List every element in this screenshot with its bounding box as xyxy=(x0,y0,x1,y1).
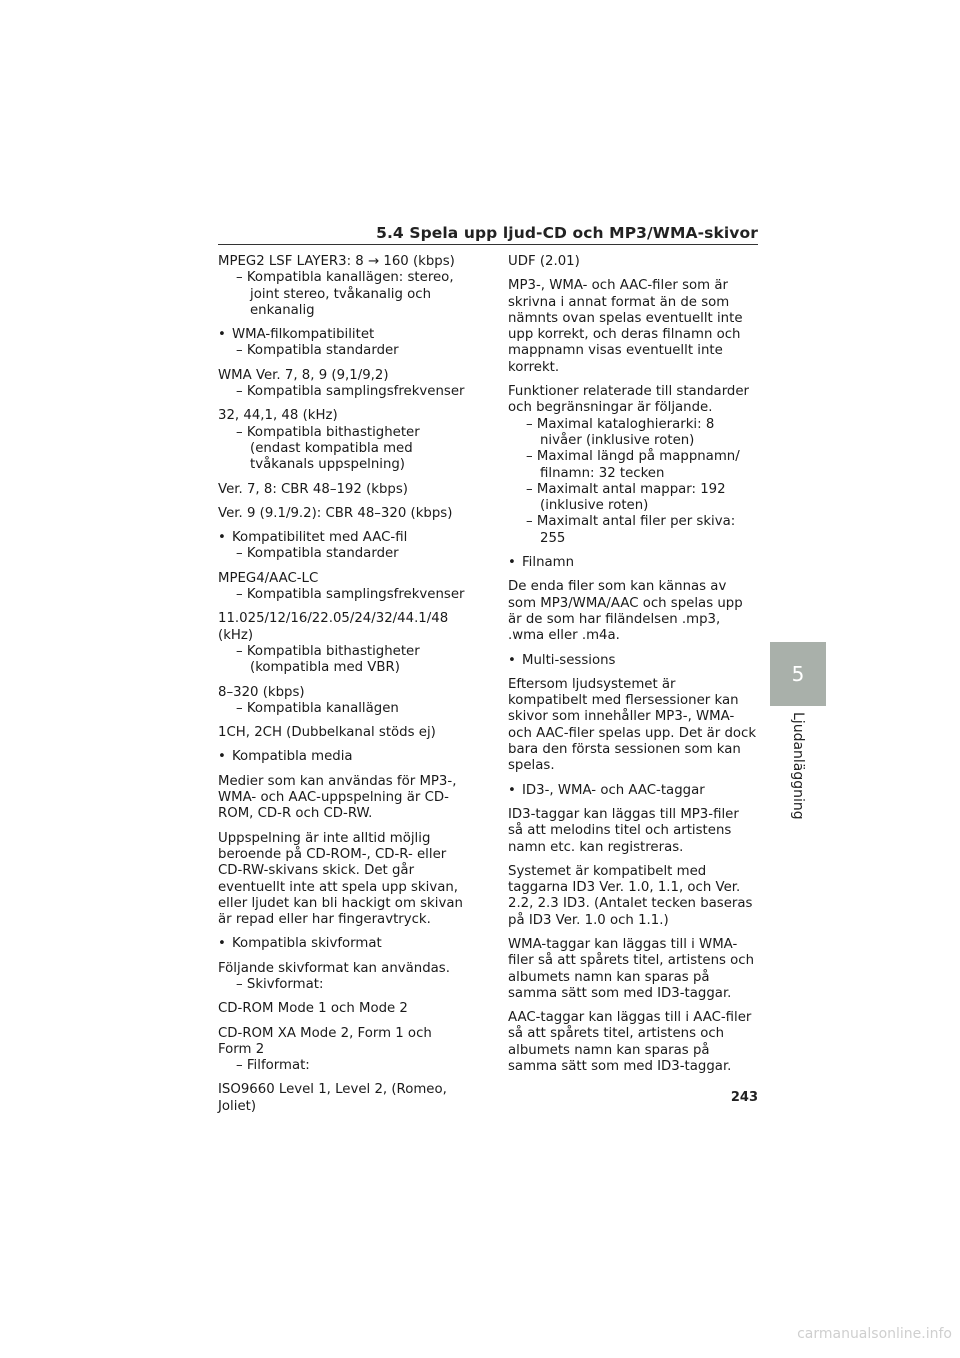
sub-item: – Kompatibla bithastigheter (endast kompatibla med tvåkanals uppspelning) xyxy=(236,424,420,473)
chapter-side-label xyxy=(770,712,826,822)
paragraph-text: 8–320 (kbps) xyxy=(218,684,305,700)
bullet-text: WMA-filkompatibilitet xyxy=(232,327,375,343)
paragraph xyxy=(218,571,468,612)
bullet-item xyxy=(218,327,468,368)
paragraph-text: CD-ROM XA Mode 2, Form 1 och Form 2 xyxy=(218,1025,432,1057)
paragraph-text: ID3-taggar kan läggas till MP3-filer så att melodins titel och artistens namn etc. kan registreras. xyxy=(508,806,739,855)
left-column xyxy=(218,254,468,1123)
sub-item: – Kompatibla standarder xyxy=(236,546,399,562)
bullet-item xyxy=(218,749,468,765)
paragraph-text: MP3-, WMA- och AAC-filer som är skrivna i annat format än de som nämnts ovan spelas eventuellt inte upp korrekt, och deras filnamn och mappnamn visas eventuellt inte korrekt. xyxy=(508,278,743,375)
chapter-number: 5 xyxy=(791,662,805,686)
paragraph xyxy=(508,807,758,856)
sub-item: – Maximalt antal mappar: 192 (inklusive roten) xyxy=(526,481,726,514)
paragraph xyxy=(218,254,468,327)
watermark: carmanualsonline.info xyxy=(797,1326,952,1342)
paragraph-text: MPEG2 LSF LAYER3: 8 → 160 (kbps) xyxy=(218,254,455,269)
bullet-icon: • xyxy=(218,530,226,546)
paragraph-text: AAC-taggar kan läggas till i AAC-filer så att spårets titel, artistens och albumets namn kan sparas på samma sätt som med ID3-taggar. xyxy=(508,1010,752,1075)
bullet-icon: • xyxy=(508,652,516,668)
paragraph xyxy=(218,408,468,481)
sub-item: – Kompatibla bithastigheter (kompatibla med VBR) xyxy=(236,643,420,676)
bullet-item xyxy=(218,936,468,952)
paragraph xyxy=(508,677,758,775)
chapter-tab xyxy=(770,642,826,706)
paragraph xyxy=(508,384,758,555)
paragraph-text: Systemet är kompatibelt med taggarna ID3 Ver. 1.0, 1.1, och Ver. 2.2, 2.3 ID3. (Antalet tecken baseras på ID3 Ver. 1.0 och 1.1.) xyxy=(508,863,753,928)
paragraph-text: WMA Ver. 7, 8, 9 (9,1/9,2) xyxy=(218,367,389,383)
page-number: 243 xyxy=(730,1090,758,1105)
paragraph-text: Funktioner relaterade till standarder och begränsningar är följande. xyxy=(508,384,750,416)
sub-item: – Skivformat: xyxy=(236,976,324,992)
bullet-icon: • xyxy=(508,782,516,798)
bullet-item xyxy=(508,783,758,799)
bullet-item xyxy=(508,653,758,669)
paragraph-text: WMA-taggar kan läggas till i WMA-filer så att spårets titel, artistens och albumets namn kan sparas på samma sätt som med ID3-taggar. xyxy=(508,936,755,1001)
sub-item: – Maximalt antal filer per skiva: 255 xyxy=(526,514,736,546)
bullet-item xyxy=(218,530,468,571)
bullet-text: ID3-, WMA- och AAC-taggar xyxy=(522,782,705,798)
sub-item: – Maximal kataloghierarki: 8 nivåer (inklusive roten) xyxy=(526,416,715,448)
sub-item: – Filformat: xyxy=(236,1058,310,1074)
paragraph-text: MPEG4/AAC-LC xyxy=(218,570,319,586)
paragraph xyxy=(508,1010,758,1075)
bullet-text: Kompatibilitet med AAC-fil xyxy=(232,530,408,546)
paragraph xyxy=(508,278,758,376)
sub-item: – Kompatibla samplingsfrekvenser xyxy=(236,587,465,603)
paragraph xyxy=(508,579,758,644)
paragraph xyxy=(218,831,468,929)
bullet-text: Kompatibla media xyxy=(232,749,353,765)
bullet-icon: • xyxy=(218,327,226,343)
paragraph-text: ISO9660 Level 1, Level 2, (Romeo, Joliet) xyxy=(218,1082,447,1114)
paragraph xyxy=(218,1001,468,1017)
bullet-text: Multi-sessions xyxy=(522,652,616,668)
paragraph xyxy=(508,937,758,1002)
sub-item: – Kompatibla samplingsfrekvenser xyxy=(236,384,465,400)
sub-item: – Kompatibla kanallägen: stereo, joint stereo, tvåkanalig och enkanalig xyxy=(236,270,454,318)
paragraph xyxy=(218,368,468,409)
paragraph xyxy=(508,254,758,270)
bullet-text: Kompatibla skivformat xyxy=(232,936,382,952)
paragraph xyxy=(218,1082,468,1115)
paragraph xyxy=(218,482,468,498)
bullet-icon: • xyxy=(508,555,516,571)
paragraph-text: Ver. 7, 8: CBR 48–192 (kbps) xyxy=(218,481,408,497)
paragraph-text: Eftersom ljudsystemet är kompatibelt med flersessioner kan skivor som innehåller MP3-, WMA- och AAC-filer spelas upp. Det är dock bara den första sessionen som kan spelas. xyxy=(508,676,757,774)
bullet-icon: • xyxy=(218,749,226,765)
paragraph xyxy=(218,1026,468,1083)
paragraph-text: 11.025/12/16/22.05/24/32/44.1/48 (kHz) xyxy=(218,611,449,643)
section-header: 5.4 Spela upp ljud-CD och MP3/WMA-skivor xyxy=(376,224,758,242)
bullet-icon: • xyxy=(218,936,226,952)
chapter-label: Ljudanläggning xyxy=(790,712,806,820)
right-column xyxy=(508,254,758,1083)
bullet-text: Filnamn xyxy=(522,555,575,571)
paragraph xyxy=(218,506,468,522)
paragraph-text: UDF (2.01) xyxy=(508,254,580,269)
bullet-item xyxy=(508,555,758,571)
paragraph-text: Följande skivformat kan användas. xyxy=(218,960,450,976)
paragraph xyxy=(218,725,468,741)
paragraph-text: De enda filer som kan kännas av som MP3/WMA/AAC och spelas upp är de som har filändelsen .mp3, .wma eller .m4a. xyxy=(508,579,743,644)
paragraph xyxy=(508,864,758,929)
sub-item: – Maximal längd på mappnamn/ filnamn: 32 tecken xyxy=(526,449,740,481)
sub-item: – Kompatibla kanallägen xyxy=(236,700,399,716)
paragraph xyxy=(218,774,468,823)
paragraph xyxy=(218,961,468,1002)
paragraph-text: CD-ROM Mode 1 och Mode 2 xyxy=(218,1001,408,1017)
sub-item: – Kompatibla standarder xyxy=(236,343,399,359)
paragraph-text: Uppspelning är inte alltid möjlig beroende på CD-ROM-, CD-R- eller CD-RW-skivans skick. Det går eventuellt inte att spela upp skivan, eller ljudet kan bli hackigt om skivan är repad eller har fingeravtryck. xyxy=(218,830,463,928)
paragraph-text: 32, 44,1, 48 (kHz) xyxy=(218,408,338,424)
header-divider xyxy=(218,244,758,245)
paragraph xyxy=(218,611,468,684)
paragraph-text: Medier som kan användas för MP3-, WMA- och AAC-uppspelning är CD-ROM, CD-R och CD-RW. xyxy=(218,773,457,822)
paragraph-text: Ver. 9 (9.1/9.2): CBR 48–320 (kbps) xyxy=(218,505,453,521)
paragraph xyxy=(218,685,468,726)
paragraph-text: 1CH, 2CH (Dubbelkanal stöds ej) xyxy=(218,725,436,741)
